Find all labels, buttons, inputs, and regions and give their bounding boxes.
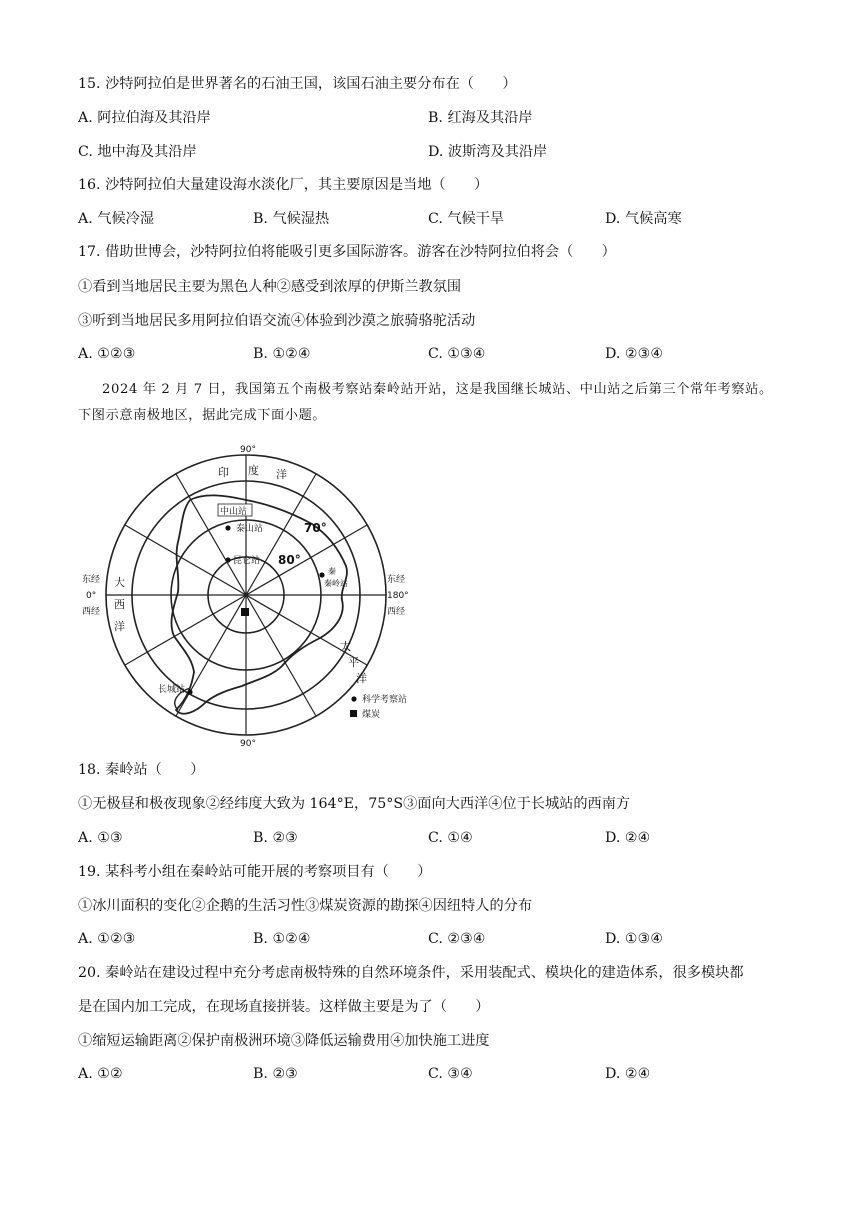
q18-option-c: C. ①④ — [428, 830, 473, 846]
qinling-station-marker — [319, 572, 324, 577]
right-west-label: 西经 — [387, 607, 406, 617]
q18-option-b: B. ②③ — [253, 830, 298, 846]
taishan-station-marker — [225, 525, 230, 530]
q17-option-c: C. ①③④ — [428, 346, 486, 362]
left-zero-label: 0° — [86, 591, 97, 601]
coal-marker — [241, 608, 249, 616]
q20-option-c: C. ③④ — [428, 1066, 473, 1082]
q17-option-a: A. ①②③ — [78, 346, 136, 362]
q19-option-d: D. ①③④ — [605, 931, 664, 947]
q17-statements-2: ③听到当地居民多用阿拉伯语交流④体验到沙漠之旅骑骆驼活动 — [78, 313, 476, 329]
legend-coal-label: 煤炭 — [362, 710, 381, 720]
pacific-ocean-char-1: 太 — [340, 640, 351, 653]
indian-ocean-char-3: 洋 — [276, 468, 287, 481]
q18-statements: ①无极昼和极夜现象②经纬度大致为 164°E，75°S③面向大西洋④位于长城站的西南方 — [78, 796, 631, 812]
left-east-label: 东经 — [82, 575, 101, 585]
q16-option-d: D. 气候高寒 — [605, 211, 682, 227]
legend-station-marker — [351, 696, 356, 701]
q17-statements-1: ①看到当地居民主要为黑色人种②感受到浓厚的伊斯兰教氛围 — [78, 279, 462, 295]
q20-option-a: A. ①② — [78, 1066, 123, 1082]
top-longitude-label: 90° — [240, 445, 256, 455]
indian-ocean-char-1: 印 — [218, 466, 229, 479]
q15-option-d: D. 波斯湾及其沿岸 — [428, 144, 548, 160]
qinling-station-char: 秦 — [328, 567, 336, 576]
q15-stem: 15. 沙特阿拉伯是世界著名的石油王国，该国石油主要分布在（ ） — [78, 76, 517, 92]
legend-coal-marker — [350, 710, 357, 717]
q19-statements: ①冰川面积的变化②企鹅的生活习性③煤炭资源的勘探④因纽特人的分布 — [78, 898, 533, 914]
q20-option-b: B. ②③ — [253, 1066, 298, 1082]
q20-stem-line-1: 20. 秦岭站在建设过程中充分考虑南极特殊的自然环境条件，采用装配式、模块化的建造体系，很多模块都 — [78, 965, 744, 981]
pacific-ocean-char-2: 平 — [348, 656, 359, 669]
q16-option-b: B. 气候湿热 — [253, 211, 330, 227]
passage — [78, 377, 782, 429]
q19-option-a: A. ①②③ — [78, 931, 136, 947]
changcheng-station-label: 长城站 — [158, 685, 186, 695]
q17-option-d: D. ②③④ — [605, 346, 664, 362]
right-180-label: 180° — [387, 591, 409, 601]
pacific-ocean-char-3: 洋 — [356, 672, 367, 685]
atlantic-ocean-char-3: 洋 — [114, 620, 125, 633]
kunlun-station-label: 昆仑站 — [233, 556, 261, 566]
q17-stem: 17. 借助世博会，沙特阿拉伯将能吸引更多国际游客。游客在沙特阿拉伯将会（ ） — [78, 244, 616, 260]
q18-stem: 18. 秦岭站（ ） — [78, 762, 205, 778]
taishan-station-label: 泰山站 — [236, 524, 264, 534]
q19-stem: 19. 某科考小组在秦岭站可能开展的考察项目有（ ） — [78, 864, 432, 880]
changcheng-station-marker — [187, 689, 192, 694]
antarctica-map — [78, 440, 428, 750]
legend-station-label: 科学考察站 — [362, 695, 408, 705]
q15-option-a: A. 阿拉伯海及其沿岸 — [78, 110, 211, 126]
q19-option-b: B. ①②④ — [253, 931, 311, 947]
bottom-longitude-label: 90° — [240, 739, 256, 749]
right-east-label: 东经 — [387, 575, 406, 585]
indian-ocean-char-2: 度 — [248, 464, 259, 477]
zhongshan-station-label: 中山站 — [220, 507, 248, 517]
q20-stem-line-2: 是在国内加工完成，在现场直接拼装。这样做主要是为了（ ） — [78, 999, 490, 1015]
q15-option-c: C. 地中海及其沿岸 — [78, 144, 197, 160]
left-west-label: 西经 — [82, 607, 101, 617]
atlantic-ocean-char-2: 西 — [114, 598, 125, 611]
q20-option-d: D. ②④ — [605, 1066, 651, 1082]
lat-70-label: 70° — [304, 521, 327, 535]
atlantic-ocean-char-1: 大 — [114, 576, 125, 589]
qinling-station-label: 秦岭站 — [324, 579, 348, 588]
kunlun-station-marker — [225, 557, 230, 562]
q16-stem: 16. 沙特阿拉伯大量建设海水淡化厂，其主要原因是当地（ ） — [78, 177, 489, 193]
q19-option-c: C. ②③④ — [428, 931, 486, 947]
q20-statements: ①缩短运输距离②保护南极洲环境③降低运输费用④加快施工进度 — [78, 1033, 490, 1049]
q18-option-d: D. ②④ — [605, 830, 651, 846]
q18-option-a: A. ①③ — [78, 830, 123, 846]
lat-80-label: 80° — [278, 553, 301, 567]
q17-option-b: B. ①②④ — [253, 346, 311, 362]
q16-option-a: A. 气候冷湿 — [78, 211, 155, 227]
q15-option-b: B. 红海及其沿岸 — [428, 110, 533, 126]
q16-option-c: C. 气候干旱 — [428, 211, 505, 227]
passage-text: 2024 年 2 月 7 日，我国第五个南极考察站秦岭站开站，这是我国继长城站、中山站之后第三个常年考察站。下图示意南极地区，据此完成下面小题。 — [78, 382, 773, 423]
